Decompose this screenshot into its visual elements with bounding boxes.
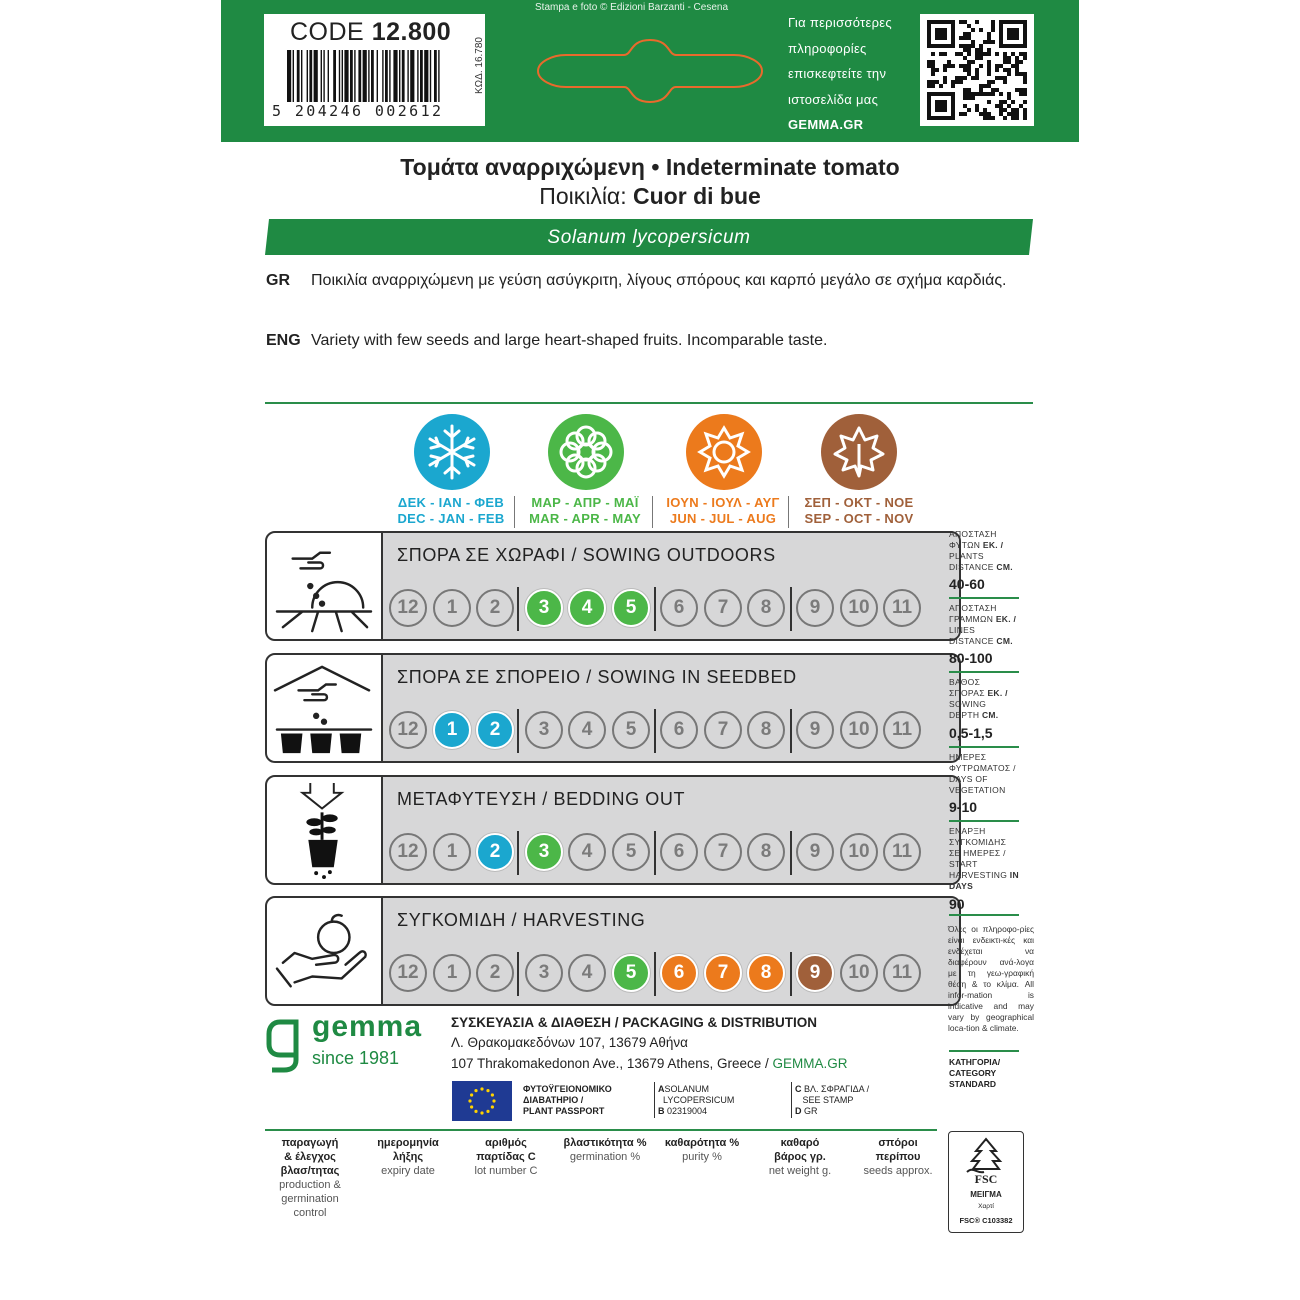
month-3: 3	[525, 711, 563, 749]
spec-divider	[949, 820, 1019, 822]
quarter-separator	[790, 587, 792, 631]
spec-label: ΑΠΟΣΤΑΣΗ ΦΥΤΩΝ ΕΚ. / PLANTS DISTANCE CM.	[949, 529, 1013, 572]
variety-line: Ποικιλία: Cuor di bue	[539, 183, 761, 209]
spec-label: ΕΝΑΡΞΗ ΣΥΓΚΟΜΙΔΗΣ ΣΕ ΗΜΕΡΕΣ / START HARVESTING IN DAYS	[949, 826, 1019, 891]
gr-label: GR	[266, 272, 290, 289]
spec-value: 90	[949, 896, 965, 912]
month-8: 8	[747, 954, 785, 992]
month-4: 4	[568, 833, 606, 871]
month-7: 7	[704, 833, 742, 871]
month-5: 5	[612, 833, 650, 871]
ean-number: 5 204246 002612	[272, 102, 444, 120]
gemma-logo-icon	[266, 1018, 302, 1074]
month-2: 2	[476, 833, 514, 871]
flower-icon	[548, 414, 624, 490]
month-3: 3	[525, 589, 563, 627]
month-5: 5	[612, 589, 650, 627]
season-label-gr: ΙΟΥΝ - ΙΟΥΛ - ΑΥΓ	[666, 495, 780, 510]
pp-separator	[791, 1082, 792, 1118]
category: ΚΑΤΗΓΟΡΙΑ/ CATEGORY STANDARD	[949, 1057, 1001, 1089]
quarter-separator	[654, 831, 656, 875]
en-label: ENG	[266, 332, 301, 349]
spec-value: 80-100	[949, 650, 993, 666]
season-label-en: SEP - OCT - NOV	[804, 511, 914, 526]
spec-label: ΑΠΟΣΤΑΣΗ ΓΡΑΜΜΩΝ ΕΚ. / LINES DISTANCE CM.	[949, 603, 1017, 646]
month-7: 7	[704, 711, 742, 749]
spec-value: 40-60	[949, 576, 985, 592]
month-2: 2	[476, 711, 514, 749]
quarter-separator	[790, 952, 792, 996]
product-code: CODE 12.800	[290, 18, 452, 46]
spec-divider	[949, 597, 1019, 599]
en-description: Variety with few seeds and large heart-shaped fruits. Incomparable taste.	[311, 332, 828, 349]
month-7: 7	[704, 589, 742, 627]
barcode	[287, 50, 470, 102]
month-11: 11	[883, 833, 921, 871]
address-en: 107 Thrakomakedonon Ave., 13679 Athens, Greece / GEMMA.GR	[451, 1056, 848, 1071]
month-3: 3	[525, 833, 563, 871]
month-9: 9	[796, 589, 834, 627]
month-10: 10	[840, 589, 878, 627]
section-divider	[265, 402, 1033, 404]
plant-passport-label: ΦΥΤΟΫΓΕΙΟΝΟΜΙΚΟ ΔΙΑΒΑΤΗΡΙΟ / PLANT PASSPORT	[523, 1084, 612, 1116]
plant-passport-ab: ASOLANUM LYCOPERSICUM B 02319004	[658, 1084, 735, 1116]
month-8: 8	[747, 833, 785, 871]
season-label	[784, 495, 934, 527]
product-title: Τομάτα αναρριχώμενη • Indeterminate tomato	[400, 154, 900, 180]
quarter-separator	[517, 587, 519, 631]
season-label	[510, 495, 660, 527]
activity-title: ΣΠΟΡΑ ΣΕ ΣΠΟΡΕΙΟ / SOWING IN SEEDBED	[397, 667, 797, 687]
fsc-paper: Χαρτί	[978, 1203, 994, 1210]
footer-website-link[interactable]: GEMMA.GR	[772, 1056, 848, 1071]
month-2: 2	[476, 589, 514, 627]
month-8: 8	[747, 711, 785, 749]
month-4: 4	[568, 589, 606, 627]
gr-description: Ποικιλία αναρριχώμενη με γεύση ασύγκριτη, λίγους σπόρους και καρπό μεγάλο σε σχήμα καρδιάς.	[311, 272, 1007, 289]
website-link[interactable]: GEMMA.GR	[788, 117, 864, 132]
fsc-badge	[948, 1131, 1024, 1233]
table-column: καθαρό βάρος γρ. net weight g.	[768, 1137, 832, 1177]
season-label-gr: ΣΕΠ - ΟΚΤ - ΝΟΕ	[804, 495, 914, 510]
season-separator	[788, 496, 789, 528]
spec-divider	[949, 746, 1019, 748]
gemma-since: since 1981	[312, 1048, 400, 1068]
season-label-gr: ΔΕΚ - ΙΑΝ - ΦΕΒ	[397, 495, 505, 510]
latin-name: Solanum lycopersicum	[547, 227, 751, 248]
sowing-outdoors-icon	[271, 539, 377, 635]
month-5: 5	[612, 711, 650, 749]
month-2: 2	[476, 954, 514, 992]
disclaimer-note: Όλες οι πληροφο-ρίες είναι ενδεικτι-κές και ενδέχεται να διαφέρουν ανά-λογα με τη γεω-γραφική θέση & το κλίμα. All infor-mation is indicative and may vary by geographical loca-tion & climate.	[948, 924, 1034, 1033]
spec-value: 9-10	[949, 799, 978, 815]
season-label-en: MAR - APR - MAY	[529, 511, 641, 526]
spec-label: ΒΑΘΟΣ ΣΠΟΡΑΣ ΕΚ. / SOWING DEPTH CM.	[949, 677, 1008, 720]
quarter-separator	[654, 709, 656, 753]
month-9: 9	[796, 954, 834, 992]
month-6: 6	[660, 954, 698, 992]
eu-flag-icon	[452, 1081, 512, 1121]
month-11: 11	[883, 711, 921, 749]
season-separator	[514, 496, 515, 528]
gemma-logo-text: gemma	[312, 1010, 423, 1043]
info-text: Για περισσότερες πληροφορίες επισκεφτείτε την ιστοσελίδα μας GEMMA.GR	[788, 10, 918, 138]
activity-title: ΣΥΓΚΟΜΙΔΗ / HARVESTING	[397, 910, 646, 930]
month-6: 6	[660, 833, 698, 871]
fsc-tree-icon	[963, 1136, 1009, 1176]
month-6: 6	[660, 711, 698, 749]
plant-passport-cd: C ΒΛ. ΣΦΡΑΓΙΔΑ / SEE STAMP D GR	[795, 1084, 870, 1116]
month-12: 12	[389, 711, 427, 749]
qr-code[interactable]	[927, 20, 1027, 120]
activity-title: ΜΕΤΑΦΥΤΕΥΣΗ / BEDDING OUT	[397, 789, 686, 809]
fsc-license: FSC® C103382	[959, 1216, 1013, 1225]
bedding-out-icon	[271, 783, 377, 879]
quarter-separator	[654, 587, 656, 631]
month-1: 1	[433, 954, 471, 992]
spec-label: ΗΜΕΡΕΣ ΦΥΤΡΩΜΑΤΟΣ / DAYS OF VEGETATION	[949, 752, 1016, 795]
quarter-separator	[517, 709, 519, 753]
seedbed-icon	[271, 661, 377, 757]
spec-divider	[949, 914, 1019, 916]
spec-divider	[949, 1050, 1019, 1052]
month-6: 6	[660, 589, 698, 627]
address-gr: Λ. Θρακομακεδόνων 107, 13679 Αθήνα	[451, 1035, 688, 1050]
table-divider	[265, 1129, 937, 1131]
pp-separator	[654, 1082, 655, 1118]
distribution-title: ΣΥΣΚΕΥΑΣΙΑ & ΔΙΑΘΕΣΗ / PACKAGING & DISTRIBUTION	[451, 1015, 818, 1030]
fsc-brand: FSC	[974, 1172, 998, 1186]
quarter-separator	[654, 952, 656, 996]
month-10: 10	[840, 711, 878, 749]
month-1: 1	[433, 711, 471, 749]
month-12: 12	[389, 589, 427, 627]
spec-value: 0,5-1,5	[949, 725, 993, 741]
activity-title: ΣΠΟΡΑ ΣΕ ΧΩΡΑΦΙ / SOWING OUTDOORS	[397, 545, 776, 565]
spec-divider	[949, 671, 1019, 673]
quarter-separator	[517, 831, 519, 875]
season-separator	[652, 496, 653, 528]
season-label-en: DEC - JAN - FEB	[397, 511, 505, 526]
month-12: 12	[389, 833, 427, 871]
month-5: 5	[612, 954, 650, 992]
hanger-window	[536, 38, 764, 104]
sun-icon	[686, 414, 762, 490]
season-label	[648, 495, 798, 527]
harvesting-icon	[271, 904, 377, 1000]
season-label-en: JUN - JUL - AUG	[669, 511, 777, 526]
fsc-mix: ΜΕΙΓΜΑ	[970, 1190, 1002, 1199]
month-1: 1	[433, 589, 471, 627]
print-credit: Stampa e foto © Edizioni Barzanti - Cesena	[535, 2, 729, 13]
table-column: αριθμός παρτίδας C lot number C	[474, 1137, 538, 1177]
month-7: 7	[704, 954, 742, 992]
table-column: καθαρότητα % purity %	[664, 1137, 740, 1163]
leaf-icon	[821, 414, 897, 490]
season-label	[376, 495, 526, 527]
month-9: 9	[796, 833, 834, 871]
quarter-separator	[790, 831, 792, 875]
month-4: 4	[568, 954, 606, 992]
internal-code: ΚΩΔ. 16.780	[474, 37, 485, 94]
table-column: ημερομηνία λήξης expiry date	[377, 1137, 439, 1177]
month-10: 10	[840, 954, 878, 992]
month-10: 10	[840, 833, 878, 871]
season-label-gr: ΜΑΡ - ΑΠΡ - ΜΑΪ	[531, 495, 639, 510]
month-4: 4	[568, 711, 606, 749]
month-3: 3	[525, 954, 563, 992]
month-8: 8	[747, 589, 785, 627]
month-11: 11	[883, 954, 921, 992]
month-11: 11	[883, 589, 921, 627]
quarter-separator	[790, 709, 792, 753]
table-column: σπόροι περίπου seeds approx.	[863, 1137, 933, 1177]
table-column: βλαστικότητα % germination %	[563, 1137, 647, 1163]
table-column: παραγωγή & έλεγχος βλασ/τητας production & germination control	[279, 1137, 341, 1219]
quarter-separator	[517, 952, 519, 996]
month-1: 1	[433, 833, 471, 871]
month-12: 12	[389, 954, 427, 992]
month-9: 9	[796, 711, 834, 749]
snowflake-icon	[414, 414, 490, 490]
